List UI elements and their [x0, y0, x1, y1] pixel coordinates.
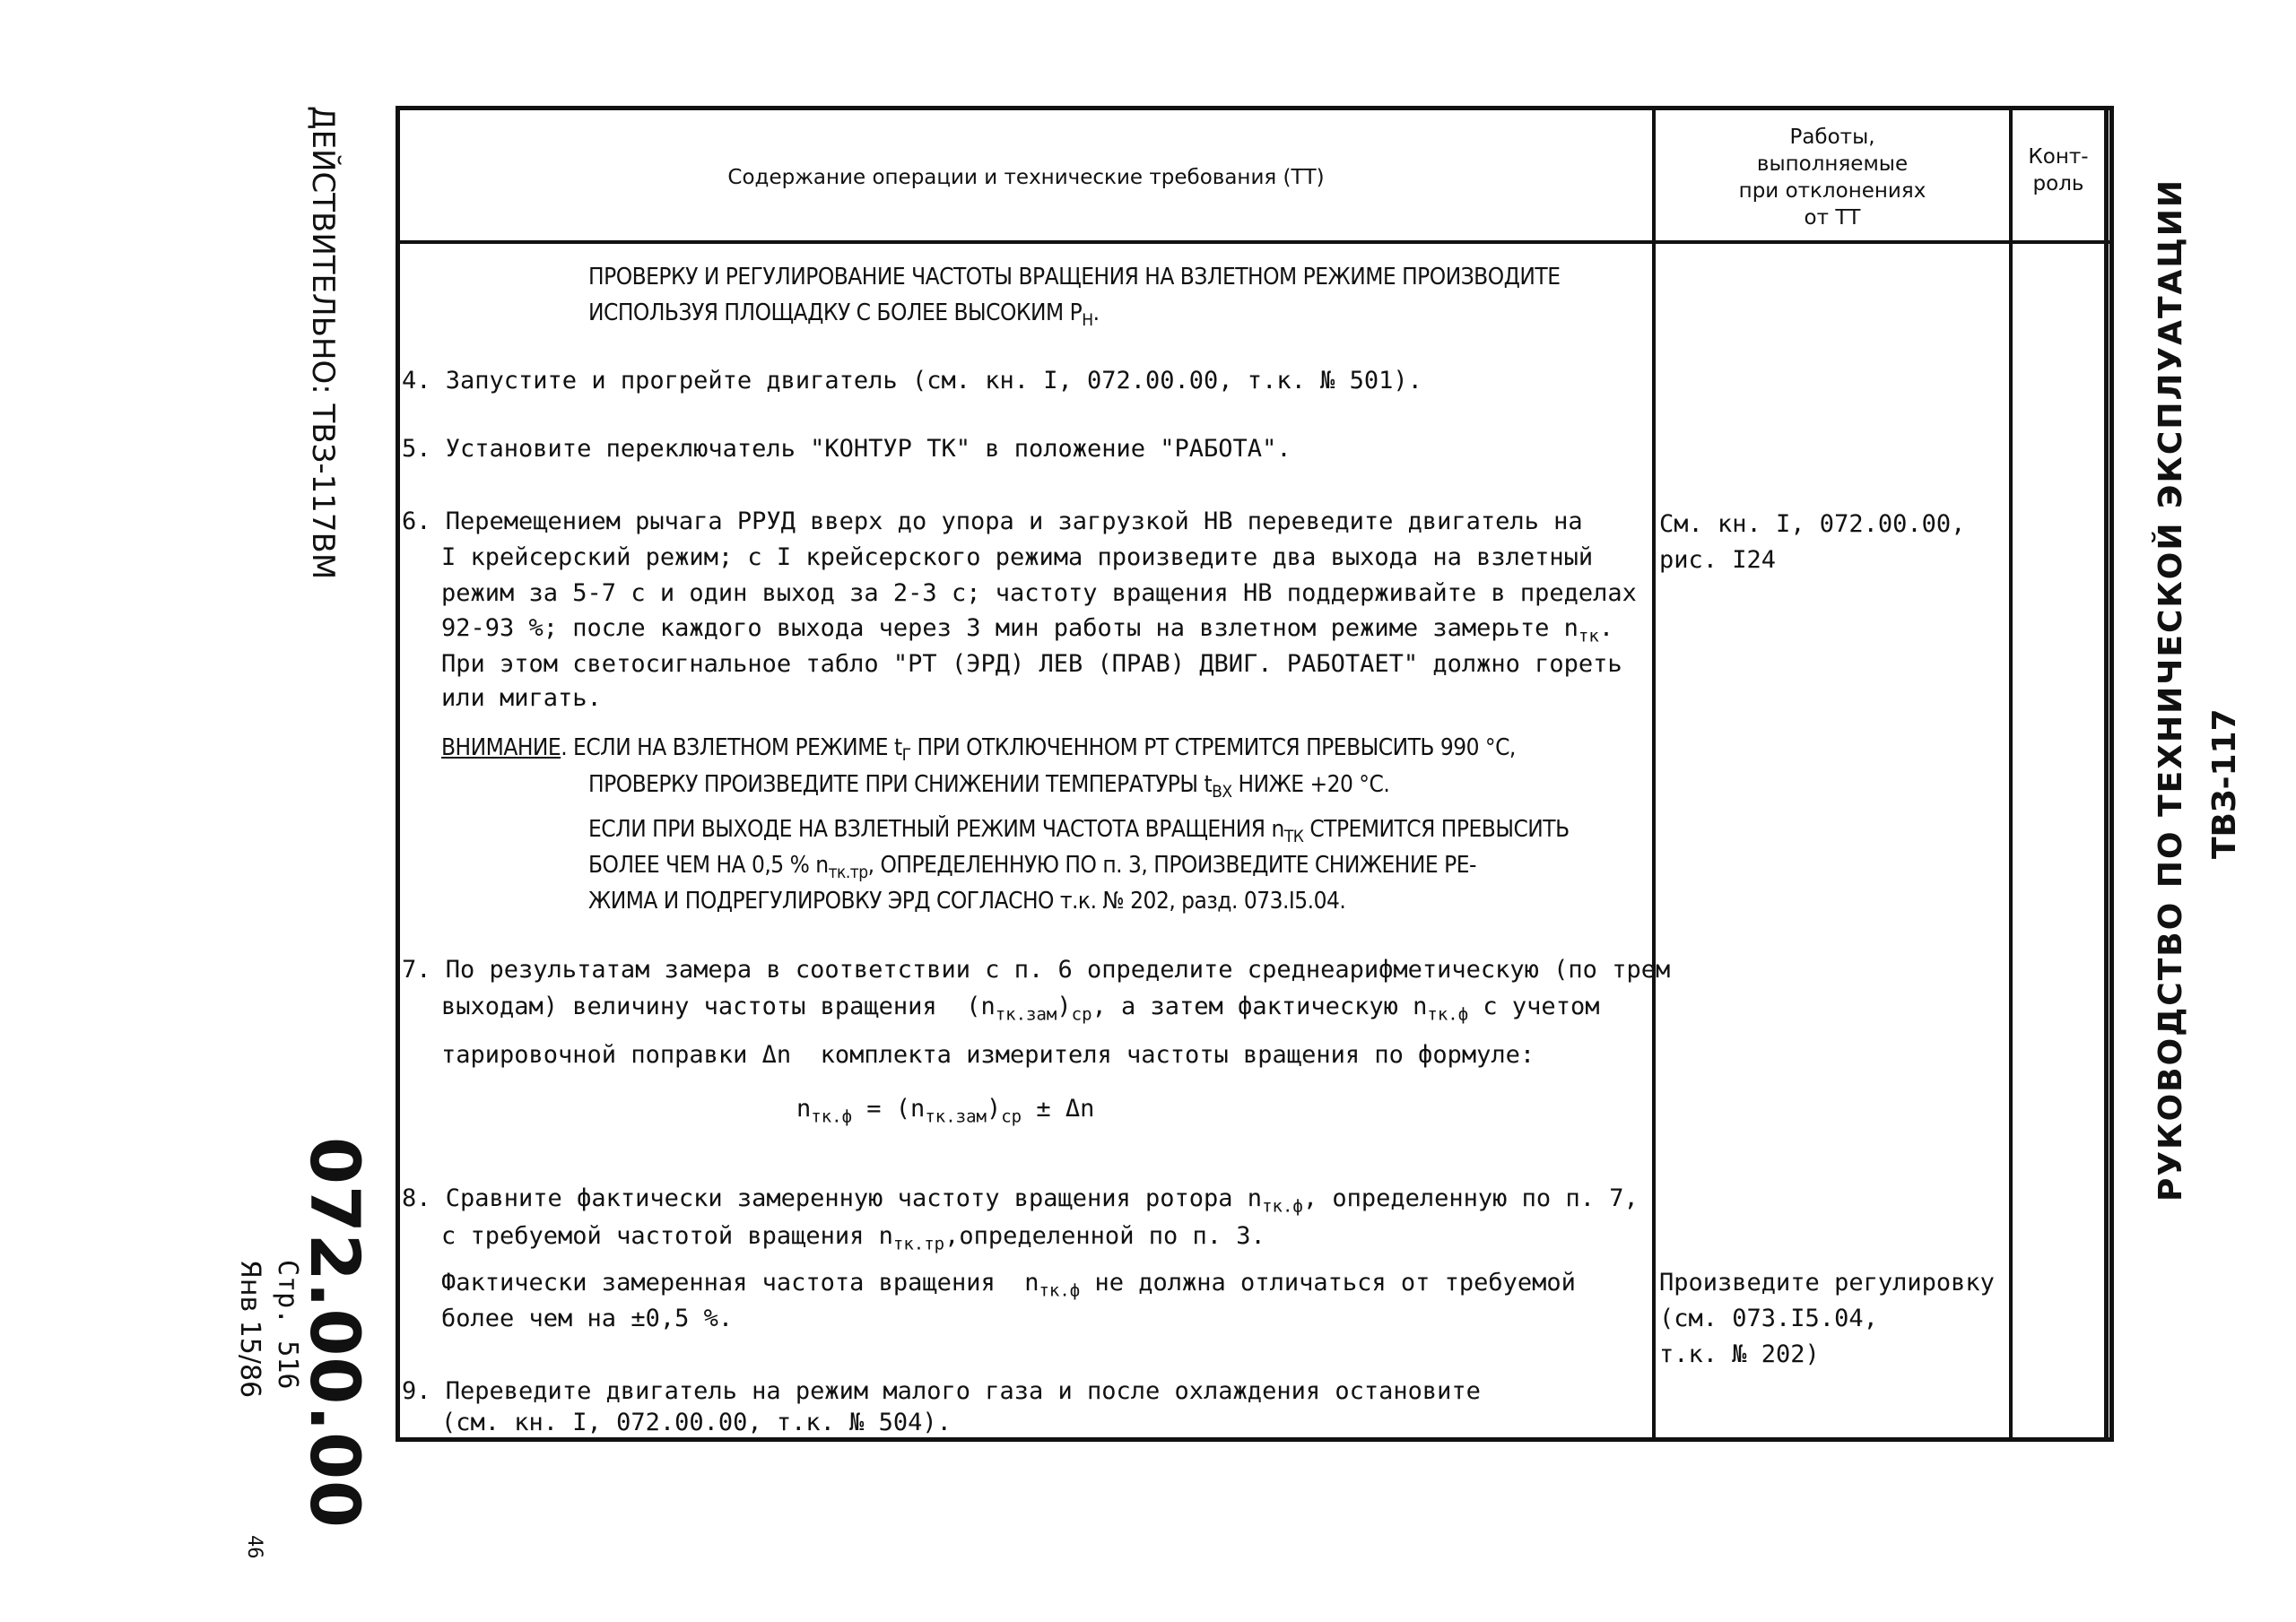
- header-deviation: Работы, выполняемые при отклонениях от ТТ: [1738, 126, 1926, 230]
- step-6-line-1: 6. Перемещением рычага РРУД вверх до упора и загрузкой НВ переведите двигатель на: [402, 507, 1583, 535]
- step-9-line-1: 9. Переведите двигатель на режим малого газа и после охлаждения остановите: [402, 1377, 1481, 1405]
- deviation-step-6-line-1: См. кн. I, 072.00.00,: [1659, 510, 1966, 538]
- header-divider: [396, 240, 2114, 244]
- intro-line-2: ИСПОЛЬЗУЯ ПЛОЩАДКУ С БОЛЕЕ ВЫСОКИМ $Р_Н$.: [588, 299, 1100, 331]
- deviation-step-6-line-2: рис. I24: [1659, 546, 1777, 574]
- warning-label: ВНИМАНИЕ: [441, 734, 561, 761]
- step-6-line-5: При этом светосигнальное табло "РТ (ЭРД) ЛЕВ (ПРАВ) ДВИГ. РАБОТАЕТ" должно гореть: [441, 650, 1622, 678]
- step-6-line-2: I крейсерский режим; с I крейсерского режима произведите два выхода на взлетный: [441, 543, 1594, 571]
- step-6-line-6: или мигать.: [441, 684, 602, 712]
- step-7-line-1: 7. По результатам замера в соответствии с п. 6 определите среднеарифметическую (по трем: [402, 956, 1671, 984]
- column-divider-2: [2009, 106, 2013, 1442]
- column-divider-1: [1652, 106, 1656, 1442]
- step-8-line-4: более чем на ±0,5 %.: [441, 1305, 734, 1332]
- warning-line-1: ВНИМАНИЕ. ЕСЛИ НА ВЗЛЕТНОМ РЕЖИМЕ $t_Г$ ПРИ ОТКЛЮЧЕННОМ РТ СТРЕМИТСЯ ПРЕВЫСИТЬ 990 °С,: [441, 734, 1516, 766]
- step-6-line-4: 92-93 %; после каждого выхода через 3 мин работы на взлетном режиме замерьте $n_{тк}$.: [441, 614, 1614, 646]
- step-6-line-3: режим за 5-7 с и один выход за 2-3 с; частоту вращения НВ поддерживайте в пределах: [441, 579, 1637, 607]
- step-7-formula: $n_{тк.ф} = (n_{тк.зам})_{ср} \pm \Delta n$: [796, 1095, 1095, 1127]
- document-code: 072.00.00: [295, 1137, 375, 1529]
- step-7-line-3: тарировочной поправки Δn комплекта измерителя частоты вращения по формуле:: [441, 1041, 1535, 1069]
- step-8-line-2: с требуемой частотой вращения $n_{тк.тр},определенной$ по п. 3.: [441, 1222, 1265, 1254]
- step-4: 4. Запустите и прогрейте двигатель (см. кн. I, 072.00.00, т.к. № 501).: [402, 367, 1422, 395]
- step-8-line-1: 8. Сравните фактически замеренную частоту вращения ротора $n_{тк.ф}$, определенную по п. 7,: [402, 1184, 1639, 1217]
- deviation-step-8-line-3: т.к. № 202): [1659, 1340, 1820, 1368]
- step-9-line-2: (см. кн. I, 072.00.00, т.к. № 504).: [441, 1409, 952, 1436]
- effective-label: ДЕЙСТВИТЕЛЬНО: ТВЗ-117ВМ: [305, 106, 341, 580]
- deviation-step-8-line-1: Произведите регулировку: [1659, 1269, 1995, 1297]
- date-label: Янв 15/86: [234, 1260, 265, 1399]
- column-divider-3: [2104, 106, 2109, 1442]
- intro-line-1: ПРОВЕРКУ И РЕГУЛИРОВАНИЕ ЧАСТОТЫ ВРАЩЕНИЯ НА ВЗЛЕТНОМ РЕЖИМЕ ПРОИЗВОДИТЕ: [588, 264, 1561, 291]
- warning-line-4: БОЛЕЕ ЧЕМ НА 0,5 % $n_{тк.тр}$, ОПРЕДЕЛЕННУЮ ПО п. 3, ПРОИЗВЕДИТЕ СНИЖЕНИЕ РЕ-: [588, 852, 1476, 883]
- warning-line-2: ПРОВЕРКУ ПРОИЗВЕДИТЕ ПРИ СНИЖЕНИИ ТЕМПЕРАТУРЫ $t_{ВХ}$ НИЖЕ +20 °С.: [588, 771, 1390, 802]
- header-control: Конт- роль: [2028, 145, 2089, 195]
- model-label: ТВЗ-117: [2206, 708, 2243, 859]
- page-label: Стр. 516: [272, 1260, 303, 1390]
- deviation-step-8-line-2: (см. 073.I5.04,: [1659, 1305, 1878, 1332]
- step-5: 5. Установите переключатель "КОНТУР ТК" в положение "РАБОТА".: [402, 435, 1292, 463]
- step-7-line-2: выходам) величину частоты вращения $(n_{тк.зам})_{ср}$, а затем фактическую $n_{тк.ф}$ с учетом: [441, 993, 1600, 1025]
- warning-line-5: ЖИМА И ПОДРЕГУЛИРОВКУ ЭРД СОГЛАСНО т.к. № 202, разд. 073.I5.04.: [588, 888, 1346, 915]
- manual-title: РУКОВОДСТВО ПО ТЕХНИЧЕСКОЙ ЭКСПЛУАТАЦИИ: [2152, 178, 2189, 1201]
- step-8-line-3: Фактически замеренная частота вращения $n_{тк.ф}$ не должна отличаться от требуемой: [441, 1269, 1576, 1301]
- warning-line-3: ЕСЛИ ПРИ ВЫХОДЕ НА ВЗЛЕТНЫЙ РЕЖИМ ЧАСТОТА ВРАЩЕНИЯ $n_{ТК}$ СТРЕМИТСЯ ПРЕВЫСИТЬ: [588, 816, 1570, 847]
- header-content: Содержание операции и технические требования (ТТ): [727, 166, 1325, 189]
- page-number: 46: [243, 1535, 265, 1559]
